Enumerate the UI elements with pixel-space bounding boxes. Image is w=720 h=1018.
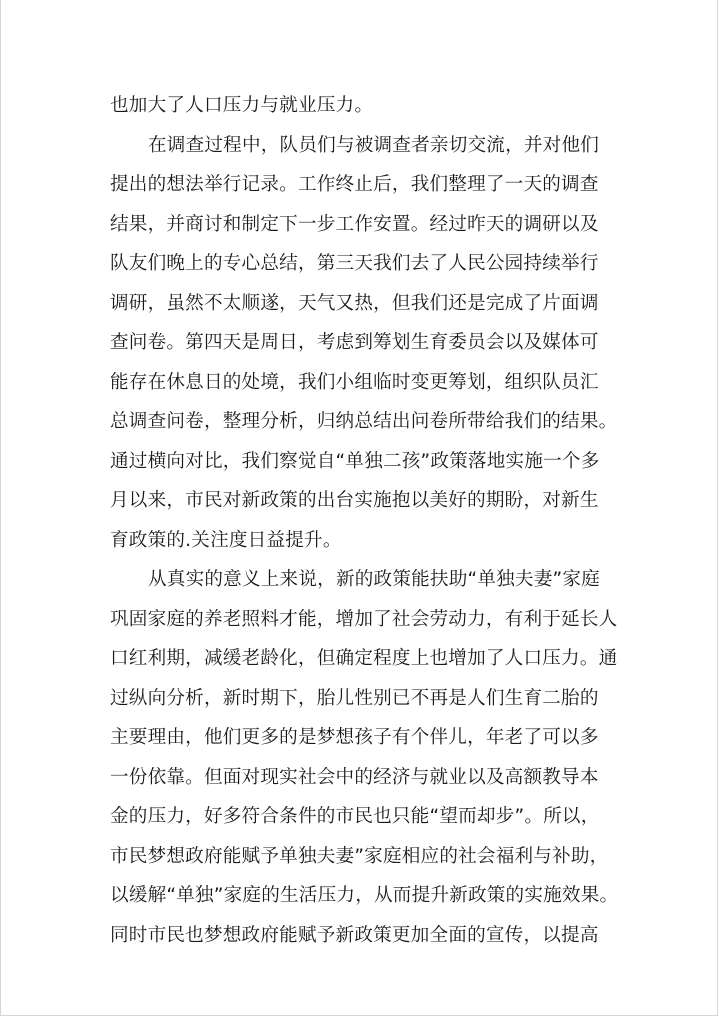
text-line-18: 一份依靠。但面对现实社会中的经济与就业以及高额教导本 [110,766,599,788]
text-line-8: 能存在休息日的处境，我们小组临时变更筹划，组织队员汇 [110,371,599,393]
text-line-5: 队友们晚上的专心总结，第三天我们去了人民公园持续举行 [110,253,599,274]
text-line-4: 结果，并商讨和制定下一步工作安置。经过昨天的调研以及 [110,213,599,235]
text-line-3: 提出的想法举行记录。工作终止后，我们整理了一天的调查 [110,174,599,195]
text-line-6: 调研，虽然不太顺遂，天气又热，但我们还是完成了片面调 [110,292,599,314]
text-line-16: 过纵向分析，新时期下，胎儿性别已不再是人们生育二胎的 [110,687,599,709]
text-line-12: 育政策的.关注度日益提升。 [110,529,342,551]
text-line-1: 也加大了人口压力与就业压力。 [110,95,374,116]
text-line-22: 同时市民也梦想政府能赋予新政策更加全面的宣传，以提高 [110,924,599,946]
text-line-19: 金的压力，好多符合条件的市民也只能“望而却步”。所以， [110,806,600,827]
text-line-13: 从真实的意义上来说，新的政策能扶助“单独夫妻”家庭 [148,569,600,590]
document-body [110,86,620,955]
text-line-14: 巩固家庭的养老照料才能，增加了社会劳动力，有利于延长人 [110,608,618,630]
text-line-17: 主要理由，他们更多的是梦想孩子有个伴儿，年老了可以多 [110,727,599,748]
text-line-7: 查问卷。第四天是周日，考虑到筹划生育委员会以及媒体可 [110,332,599,353]
text-line-10: 通过横向对比，我们察觉自“单独二孩”政策落地实施一个多 [110,450,600,472]
text-line-9: 总调查问卷，整理分析，归纳总结出问卷所带给我们的结果。 [110,411,618,432]
text-line-15: 口红利期，减缓老龄化，但确定程度上也增加了人口压力。通 [110,648,618,669]
text-line-21: 以缓解“单独”家庭的生活压力，从而提升新政策的实施效果。 [110,885,619,906]
text-line-11: 月以来，市民对新政策的出台实施抱以美好的期盼，对新生 [110,490,599,511]
text-line-20: 市民梦想政府能赋予单独夫妻”家庭相应的社会福利与补助， [110,845,609,867]
text-line-2: 在调查过程中，队员们与被调查者亲切交流，并对他们 [148,134,600,156]
